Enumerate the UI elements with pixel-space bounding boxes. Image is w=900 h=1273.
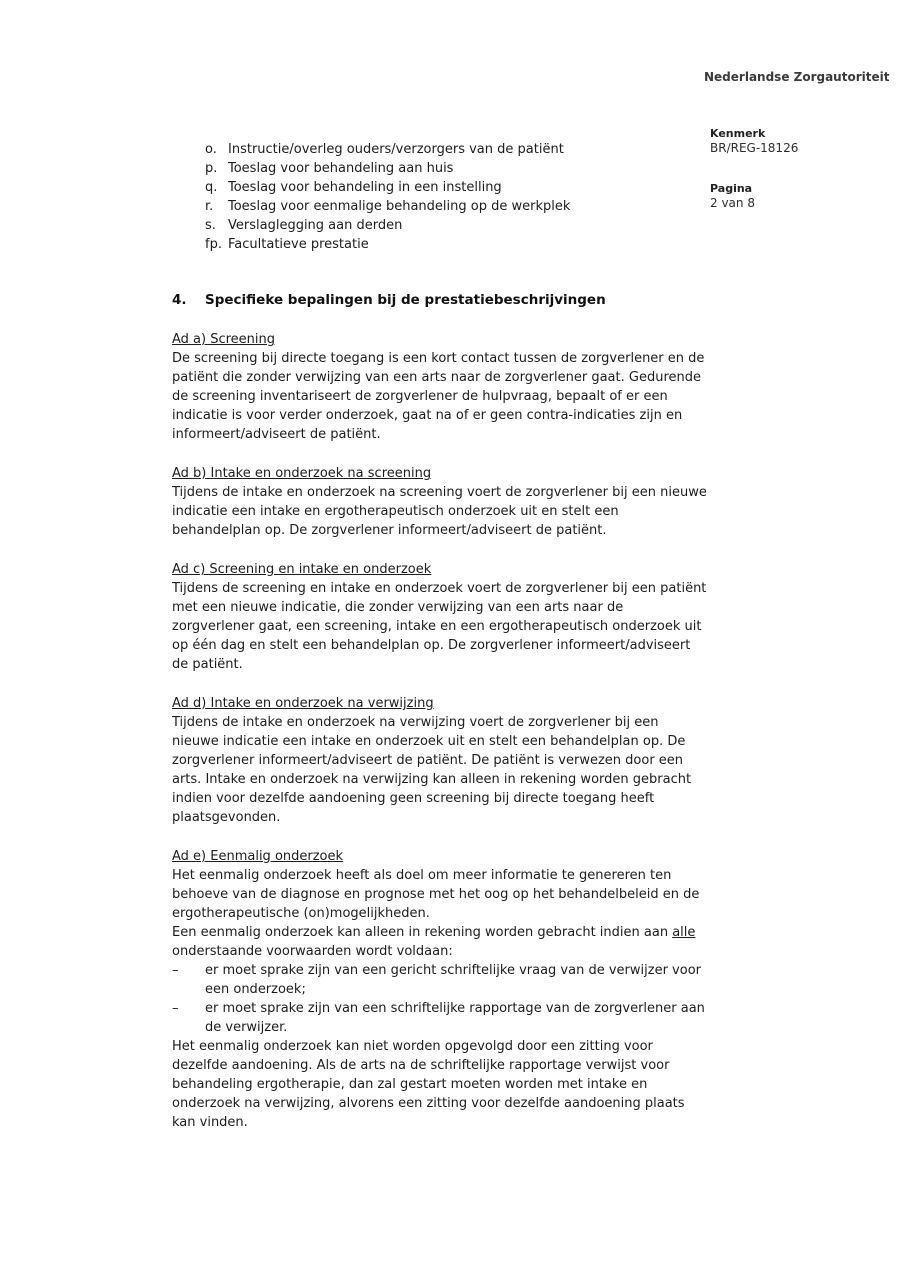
conditions-intro — [172, 923, 707, 961]
section-title: Specifieke bepalingen bij de prestatiebeschrijvingen — [205, 292, 606, 308]
list-item-label: Instructie/overleg ouders/verzorgers van de patiënt — [228, 142, 564, 157]
list-item-label: Verslaglegging aan derden — [228, 218, 403, 233]
list-item — [205, 178, 707, 197]
kenmerk-label: Kenmerk — [710, 127, 766, 140]
kenmerk-value: BR/REG-18126 — [710, 141, 799, 155]
condition-item — [172, 999, 707, 1037]
pagina-value: 2 van 8 — [710, 196, 755, 210]
subsection-heading: Ad a) Screening — [172, 332, 276, 347]
list-item — [205, 159, 707, 178]
list-item-marker: p. — [205, 161, 218, 176]
kenmerk-block — [710, 127, 798, 155]
subsection-heading: Ad c) Screening en intake en onderzoek — [172, 562, 432, 577]
conditions-intro-underlined-word: alle — [672, 925, 696, 940]
dash-marker: – — [172, 963, 179, 978]
list-item-marker: fp. — [205, 237, 222, 252]
list-item-marker: s. — [205, 218, 216, 233]
paragraph: Het eenmalig onderzoek heeft als doel om meer informatie te genereren ten behoeve van de diagnose en prognose met het oog op het behandelbeleid en de ergotherapeutische (on)mogelijkheden. — [172, 868, 700, 921]
conditions-intro-suffix: onderstaande voorwaarden wordt voldaan: — [172, 944, 453, 959]
subsection-heading: Ad b) Intake en onderzoek na screening — [172, 466, 432, 481]
section-heading — [172, 291, 707, 310]
condition-text: er moet sprake zijn van een gericht schriftelijke vraag van de verwijzer voor een onderzoek; — [205, 963, 701, 997]
list-item — [205, 216, 707, 235]
document-body — [172, 140, 707, 1132]
condition-item — [172, 961, 707, 999]
subsection-ad-a — [172, 330, 707, 444]
list-item-marker: r. — [205, 199, 214, 214]
subsection-heading: Ad e) Eenmalig onderzoek — [172, 849, 344, 864]
subsection-ad-e — [172, 847, 707, 1132]
subsection-ad-c — [172, 560, 707, 674]
conditions-intro-prefix: Een eenmalig onderzoek kan alleen in rekening worden gebracht indien aan — [172, 925, 673, 940]
paragraph: Het eenmalig onderzoek kan niet worden opgevolgd door een zitting voor dezelfde aandoening. Als de arts na de schriftelijke rapportage verwijst voor behandeling ergotherapie, dan zal gestart moeten worden met intake en onderzoek na verwijzing, alvorens een zitting voor dezelfde aandoening plaats kan vinden. — [172, 1039, 685, 1130]
subsection-ad-d — [172, 694, 707, 827]
list-item — [205, 197, 707, 216]
pagina-block — [710, 182, 755, 210]
prestatie-list — [172, 140, 707, 254]
paragraph: Tijdens de intake en onderzoek na screening voert de zorgverlener bij een nieuwe indicatie een intake en ergotherapeutisch onderzoek uit en stelt een behandelplan op. De zorgverlener informeert/adviseert de patiënt. — [172, 485, 707, 538]
section-number: 4. — [172, 292, 187, 308]
nza-logo-wordmark: Nederlandse Zorgautoriteit — [704, 70, 890, 84]
list-item-label: Toeslag voor eenmalige behandeling op de werkplek — [228, 199, 571, 214]
list-item — [205, 235, 707, 254]
list-item-label: Toeslag voor behandeling aan huis — [228, 161, 454, 176]
list-item — [205, 140, 707, 159]
paragraph: Tijdens de intake en onderzoek na verwijzing voert de zorgverlener bij een nieuwe indicatie een intake en onderzoek uit en stelt een behandelplan op. De zorgverlener informeert/adviseert de patiënt. De patiënt is verwezen door een arts. Intake en onderzoek na verwijzing kan alleen in rekening worden gebracht indien voor dezelfde aandoening geen screening bij directe toegang heeft plaatsgevonden. — [172, 715, 692, 825]
condition-text: er moet sprake zijn van een schriftelijke rapportage van de zorgverlener aan de verwijzer. — [205, 1001, 705, 1035]
list-item-marker: q. — [205, 180, 218, 195]
subsection-heading: Ad d) Intake en onderzoek na verwijzing — [172, 696, 434, 711]
list-item-marker: o. — [205, 142, 217, 157]
subsection-ad-b — [172, 464, 707, 540]
dash-marker: – — [172, 1001, 179, 1016]
list-item-label: Toeslag voor behandeling in een instelling — [228, 180, 502, 195]
paragraph: Tijdens de screening en intake en onderzoek voert de zorgverlener bij een patiënt met een nieuwe indicatie, die zonder verwijzing van een arts naar de zorgverlener gaat, een screening, intake en een ergotherapeutisch onderzoek uit op één dag en stelt een behandelplan op. De zorgverlener informeert/adviseert de patiënt. — [172, 581, 707, 672]
paragraph: De screening bij directe toegang is een kort contact tussen de zorgverlener en de patiënt die zonder verwijzing van een arts naar de zorgverlener gaat. Gedurende de screening inventariseert de zorgverlener de hulpvraag, bepaalt of er een indicatie is voor verder onderzoek, gaat na of er geen contra-indicaties zijn en informeert/adviseert de patiënt. — [172, 351, 705, 442]
pagina-label: Pagina — [710, 182, 753, 195]
list-item-label: Facultatieve prestatie — [228, 237, 369, 252]
